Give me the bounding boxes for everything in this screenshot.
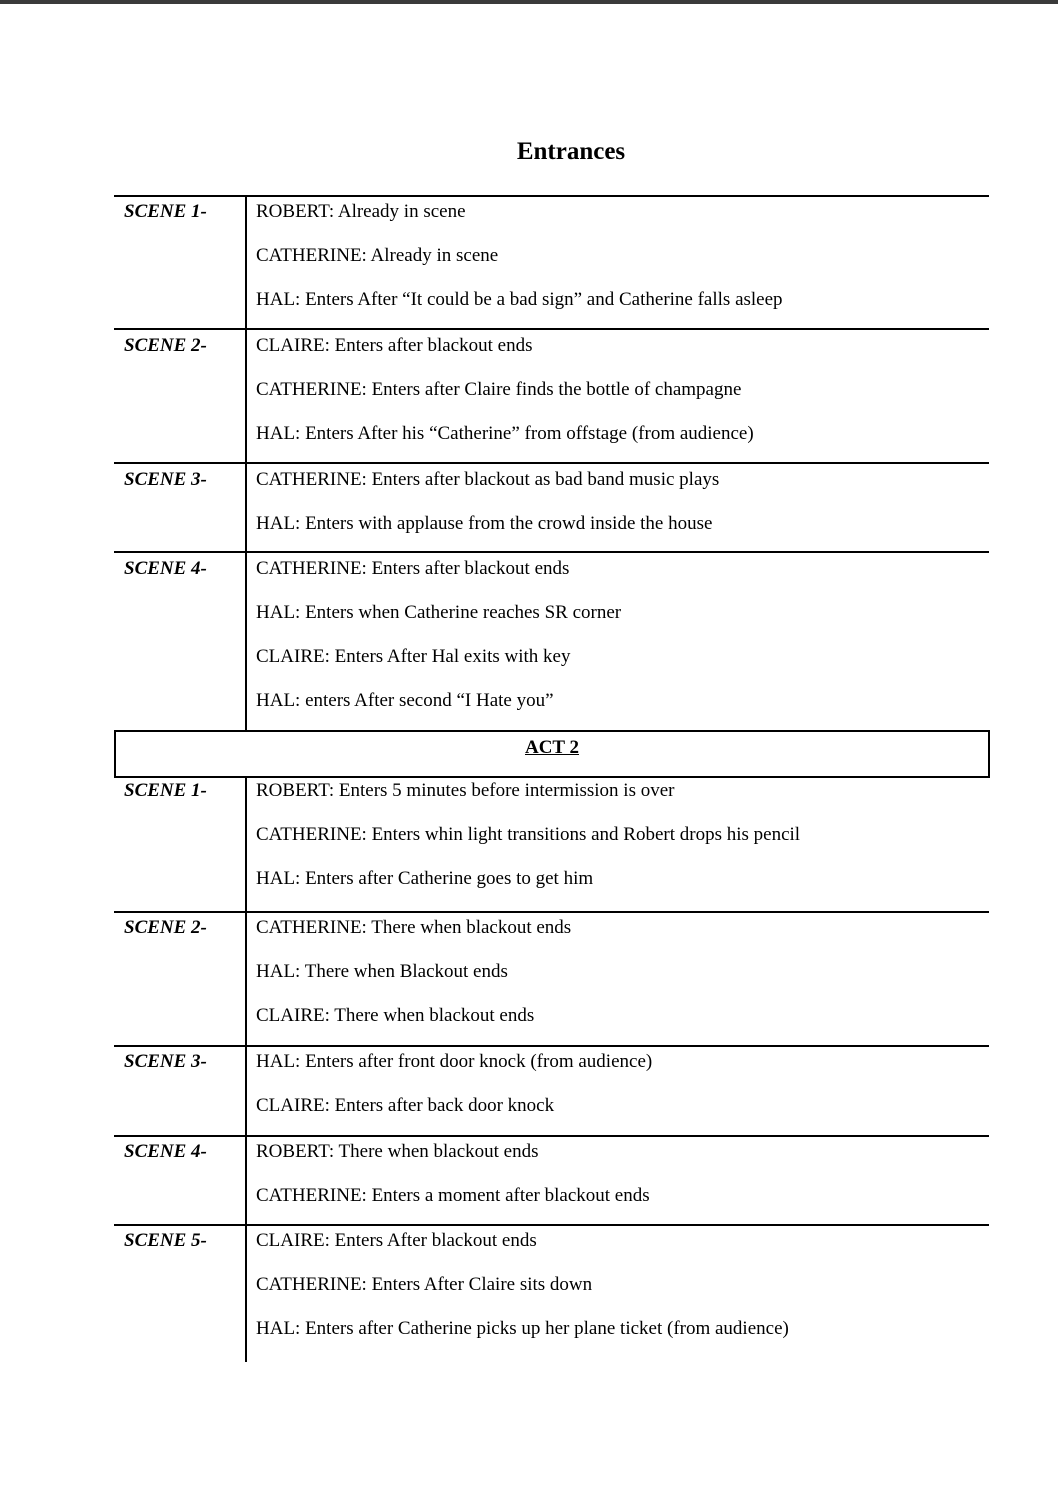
entrance-line: CATHERINE: Enters whin light transitions and Robert drops his pencil [256, 824, 801, 845]
entrance-line: CLAIRE: There when blackout ends [256, 1005, 535, 1026]
column-divider [245, 197, 247, 330]
entrance-line: CATHERINE: Enters After Claire sits down [256, 1274, 593, 1295]
entrance-line: CATHERINE: Already in scene [256, 245, 499, 266]
entrance-line: ROBERT: There when blackout ends [256, 1141, 539, 1162]
act2-scene-3-block [114, 1045, 989, 1137]
entrance-line: ROBERT: Already in scene [256, 201, 466, 222]
entrance-line: CATHERINE: There when blackout ends [256, 917, 572, 938]
entrance-line: CATHERINE: Enters after blackout as bad band music plays [256, 469, 720, 490]
act1-scene-3-block [114, 462, 989, 553]
column-divider [245, 1137, 247, 1226]
column-divider [245, 464, 247, 553]
act2-heading-box [114, 730, 990, 778]
entrance-line: CLAIRE: Enters after blackout ends [256, 335, 533, 356]
entrance-line: CATHERINE: Enters after blackout ends [256, 558, 570, 579]
scene-label: SCENE 5- [124, 1230, 207, 1251]
entrance-line: HAL: There when Blackout ends [256, 961, 508, 982]
entrance-line: ROBERT: Enters 5 minutes before intermission is over [256, 780, 675, 801]
column-divider [245, 776, 247, 911]
act1-scene-4-block [114, 551, 989, 732]
column-divider [245, 330, 247, 464]
column-divider [245, 913, 247, 1047]
column-divider [245, 553, 247, 732]
scene-label: SCENE 4- [124, 558, 207, 579]
act2-scene-5-block [114, 1224, 989, 1362]
act-heading: ACT 2 [524, 737, 580, 758]
scene-label: SCENE 2- [124, 335, 207, 356]
entrance-line: CLAIRE: Enters after back door knock [256, 1095, 555, 1116]
act2-scene-1-block [114, 776, 989, 911]
scene-label: SCENE 1- [124, 780, 207, 801]
act2-scene-4-block [114, 1135, 989, 1226]
entrance-line: CLAIRE: Enters After blackout ends [256, 1230, 537, 1251]
entrance-line: HAL: Enters after Catherine goes to get him [256, 868, 594, 889]
entrance-line: HAL: Enters After “It could be a bad sign” and Catherine falls asleep [256, 289, 783, 310]
scene-label: SCENE 1- [124, 201, 207, 222]
act1-scene-2-block [114, 328, 989, 464]
scene-label: SCENE 4- [124, 1141, 207, 1162]
scene-label: SCENE 3- [124, 1051, 207, 1072]
entrance-line: HAL: Enters with applause from the crowd inside the house [256, 513, 713, 534]
entrance-line: HAL: enters After second “I Hate you” [256, 690, 554, 711]
scene-label: SCENE 2- [124, 917, 207, 938]
entrance-line: CATHERINE: Enters after Claire finds the bottle of champagne [256, 379, 742, 400]
column-divider [245, 1047, 247, 1137]
entrance-line: HAL: Enters when Catherine reaches SR corner [256, 602, 622, 623]
act2-scene-2-block [114, 911, 989, 1047]
entrance-line: CATHERINE: Enters a moment after blackout ends [256, 1185, 650, 1206]
page-title: Entrances [516, 138, 626, 165]
scene-label: SCENE 3- [124, 469, 207, 490]
entrance-line: HAL: Enters After his “Catherine” from offstage (from audience) [256, 423, 754, 444]
act1-scene-1-block [114, 195, 989, 330]
column-divider [245, 1226, 247, 1362]
entrance-line: HAL: Enters after Catherine picks up her plane ticket (from audience) [256, 1318, 789, 1339]
entrance-line: CLAIRE: Enters After Hal exits with key [256, 646, 571, 667]
window-top-bar [0, 0, 1058, 4]
entrance-line: HAL: Enters after front door knock (from audience) [256, 1051, 653, 1072]
